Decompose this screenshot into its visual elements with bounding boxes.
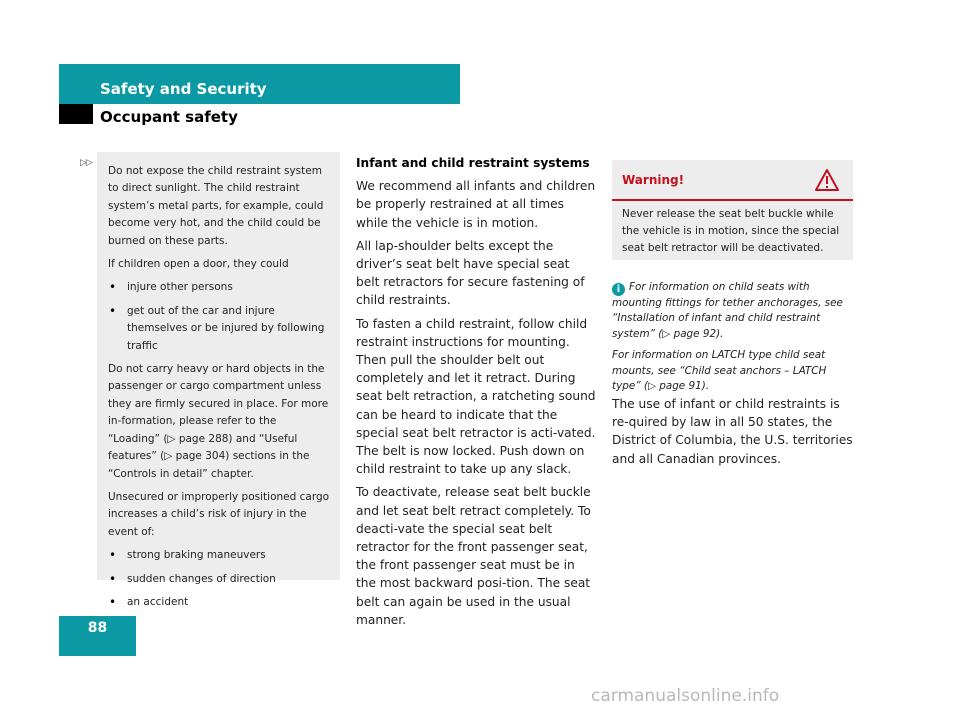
body-paragraph-2: All lap-shoulder belts except the driver’s seat belt have special seat belt retractors for secure fastening of child restraints.	[356, 238, 585, 308]
left-paragraph-3: Do not carry heavy or hard objects in the passenger or cargo compartment unless they are firmly secured in place. For more in-formation, please refer to the “Loading” (▷ page 288) and “Useful features” (▷ page 304) sections in the “Controls in detail” chapter.	[108, 363, 329, 480]
body-paragraph-3: To fasten a child restraint, follow child restraint instructions for mounting. Then pull the shoulder belt out completely and let it retract. During seat belt retraction, a ratcheting sound can be heard to indicate that the special seat belt retractor is acti-vated. The belt is now locked. Push down on child restraint to take up any slack.	[356, 316, 596, 477]
body-paragraph-4: To deactivate, release seat belt buckle and let seat belt retract completely. To deacti-vate the special seat belt retractor for the front passenger seat, the front passenger seat must be in the most backward posi-tion. The seat belt can again be used in the usual manner.	[356, 485, 591, 627]
body-paragraph-1: We recommend all infants and children be properly restrained at all times while the vehicle is in motion.	[356, 179, 596, 230]
info-note-1	[612, 280, 856, 342]
watermark: carmanualsonline.info	[591, 686, 780, 706]
child-restraint-warning-box	[97, 152, 340, 608]
warning-box	[612, 160, 853, 260]
main-column	[356, 154, 596, 634]
info-note-1-text: For information on child seats with mounting fittings for tether anchorages, see “Installation of infant and child restraint system” (▷ page 92).	[612, 281, 843, 340]
section-title: Safety and Security	[100, 80, 267, 98]
list-item: • injure other persons	[108, 279, 330, 296]
subsection-tab	[59, 104, 93, 124]
info-icon: i	[612, 283, 625, 296]
list-item: • get out of the car and injure themselves or be injured by following traffic	[108, 303, 330, 355]
left-paragraph-1: Do not expose the child restraint system to direct sunlight. The child restraint system’s metal parts, for example, could become very hot, and the child could be burned on these parts.	[108, 165, 324, 247]
warning-text: Never release the seat belt buckle while the vehicle is in motion, since the special seat belt retractor will be deactivated.	[622, 208, 840, 254]
page-number-box	[59, 616, 136, 656]
subsection-title: Occupant safety	[100, 108, 238, 126]
info-note-2: For information on LATCH type child seat mounts, see “Child seat anchors – LATCH type” (▷ page 91).	[612, 349, 827, 393]
warning-title: Warning!	[622, 173, 685, 187]
left-paragraph-4: Unsecured or improperly positioned cargo increases a child’s risk of injury in the event of:	[108, 490, 330, 538]
warning-triangle-icon	[815, 168, 839, 192]
legal-requirement-text: The use of infant or child restraints is re-quired by law in all 50 states, the District of Columbia, the U.S. territories and all Canadian provinces.	[612, 397, 853, 466]
section-heading: Infant and child restraint systems	[356, 156, 590, 170]
list-item: • an accident	[108, 594, 330, 611]
left-paragraph-2: If children open a door, they could	[108, 258, 289, 271]
info-notes	[612, 280, 856, 400]
page-number: 88	[87, 620, 108, 636]
continued-marker: ▷▷	[80, 158, 92, 168]
list-item: • sudden changes of direction	[108, 571, 330, 588]
list-item: • strong braking maneuvers	[108, 547, 330, 564]
warning-divider	[612, 199, 853, 201]
